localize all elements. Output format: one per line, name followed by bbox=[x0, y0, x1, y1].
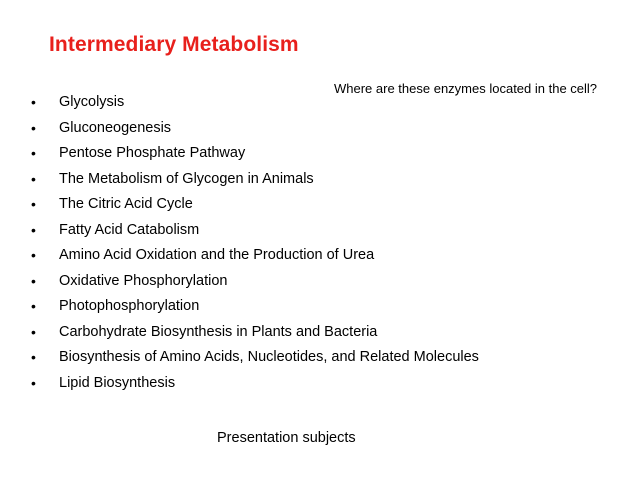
footer-caption: Presentation subjects bbox=[217, 430, 356, 446]
list-item bbox=[31, 194, 479, 220]
list-item bbox=[31, 220, 479, 246]
topic-label: Glycolysis bbox=[59, 94, 125, 110]
list-item bbox=[31, 118, 479, 144]
bullet-icon: • bbox=[31, 349, 36, 365]
list-item bbox=[31, 143, 479, 169]
bullet-icon: • bbox=[31, 323, 36, 340]
topic-label: The Metabolism of Glycogen in Animals bbox=[59, 170, 314, 187]
list-item bbox=[31, 373, 479, 399]
bullet-icon: • bbox=[31, 170, 36, 187]
bullet-icon: • bbox=[31, 196, 36, 212]
bullet-icon: • bbox=[31, 119, 36, 136]
list-item bbox=[31, 347, 479, 373]
bullet-icon: • bbox=[31, 298, 36, 314]
slide-title: Intermediary Metabolism bbox=[49, 33, 299, 56]
list-item bbox=[31, 245, 479, 271]
bullet-icon: • bbox=[31, 374, 36, 391]
list-item bbox=[31, 271, 479, 297]
list-item bbox=[31, 169, 479, 195]
bullet-icon: • bbox=[31, 94, 36, 110]
topic-label: Fatty Acid Catabolism bbox=[59, 221, 200, 238]
topic-label: Oxidative Phosphorylation bbox=[59, 272, 228, 289]
bullet-icon: • bbox=[31, 272, 36, 289]
bullet-icon: • bbox=[31, 221, 36, 238]
topic-label: Pentose Phosphate Pathway bbox=[59, 145, 246, 161]
question-note: Where are these enzymes located in the cell? bbox=[334, 81, 598, 96]
bullet-icon: • bbox=[31, 145, 36, 161]
topic-label: Lipid Biosynthesis bbox=[59, 374, 176, 391]
topic-label: Photophosphorylation bbox=[59, 298, 200, 314]
topic-label: Gluconeogenesis bbox=[59, 119, 172, 136]
list-item bbox=[31, 92, 479, 118]
topic-list bbox=[31, 92, 479, 398]
list-item bbox=[31, 322, 479, 348]
topic-label: Biosynthesis of Amino Acids, Nucleotides, and Related Molecules bbox=[59, 349, 479, 365]
topic-label: Carbohydrate Biosynthesis in Plants and Bacteria bbox=[59, 323, 378, 340]
topic-label: The Citric Acid Cycle bbox=[59, 196, 193, 212]
list-item bbox=[31, 296, 479, 322]
topic-label: Amino Acid Oxidation and the Production of Urea bbox=[59, 247, 375, 263]
bullet-icon: • bbox=[31, 247, 36, 263]
